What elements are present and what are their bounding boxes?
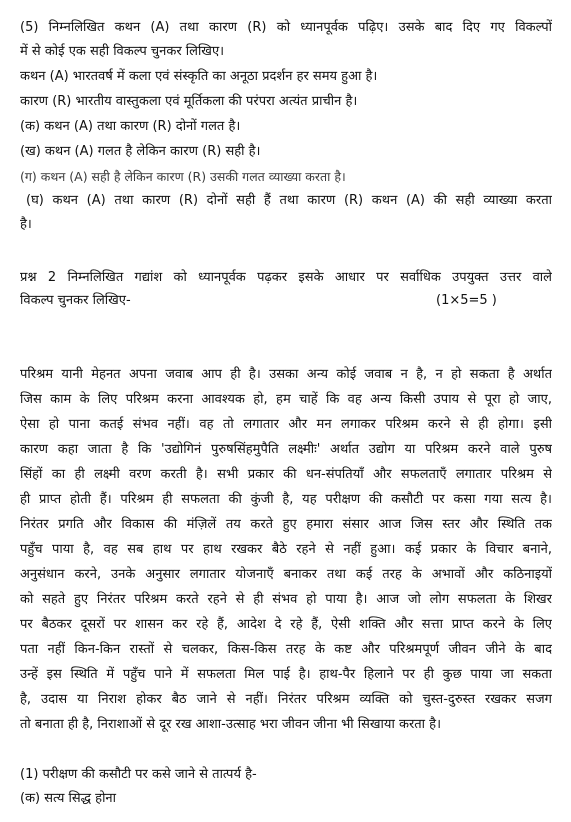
q2-heading-line-1: प्रश्न 2 निम्नलिखित गद्यांश को ध्यानपूर्वक पढ़कर इसके आधार पर सर्वाधिक उपयुक्त उत्तर वाले: [20, 270, 552, 285]
q5-option-c: (ग) कथन (A) सही है लेकिन कारण (R) उसकी गलत व्याख्या करता है।: [20, 169, 346, 184]
passage-line: कारण कहा जाता है कि 'उद्योगिनं पुरुषसिंहमुपैति लक्ष्मीः' अर्थात उद्योग या परिश्रम करने वाले पुरुष: [20, 442, 552, 457]
passage-line: सिंहों का ही लक्ष्मी वरण करती है। सभी प्रकार की धन-संपतियाँ और सफलताएँ लगातार परिश्रम से: [20, 467, 552, 482]
q5-intro-line-1: (5) निम्नलिखित कथन (A) तथा कारण (R) को ध्यानपूर्वक पढ़िए। उसके बाद दिए गए विकल्पों: [20, 20, 552, 35]
passage-line: तो बनाता ही है, निराशाओं से दूर रख आशा-उत्साह भरा जीवन जीना भी सिखाया करता है।: [20, 717, 442, 732]
passage-line: ऐसा हो पाना कतई संभव नहीं। वह तो लगातार और मन लगाकर परिश्रम करने से ही होगा। इसी: [20, 417, 552, 432]
q5-option-d-line-1: (घ) कथन (A) तथा कारण (R) दोनों सही हैं तथा कारण (R) कथन (A) की सही व्याख्या करता: [26, 193, 552, 208]
q5-reason: कारण (R) भारतीय वास्तुकला एवं मूर्तिकला की परंपरा अत्यंत प्राचीन है।: [20, 94, 358, 109]
sub-question-1: (1) परीक्षण की कसौटी पर कसे जाने से तात्पर्य है-: [20, 767, 257, 782]
sub-question-1-option-a: (क) सत्य सिद्ध होना: [20, 791, 117, 806]
q5-assertion: कथन (A) भारतवर्ष में कला एवं संस्कृति का अनूठा प्रदर्शन हर समय हुआ है।: [20, 69, 378, 84]
q5-option-a: (क) कथन (A) तथा कारण (R) दोनों गलत है।: [20, 119, 241, 134]
passage-line: निरंतर प्रगति और विकास की मंज़िलें तय करते हुए हमारा संसार आज जिस स्तर और स्थिति तक: [20, 517, 552, 532]
passage-line: ही प्राप्त होती हैं। परिश्रम ही सफलता की कुंजी है, यह परीक्षण की कसौटी पर कसा गया सत्य है।: [20, 492, 552, 507]
passage-line: पर बैठकर दूसरों पर शासन कर रहे हैं, आदेश दे रहे हैं, ऐसी शक्ति और सत्ता प्राप्त करने के लिए: [20, 617, 552, 632]
passage-line: अनुसंधान करने, उनके अनुसार लगातार योजनाएँ बनाकर तथा कई तरह के अभावों और कठिनाइयों: [20, 567, 552, 582]
passage-line: को सहते हुए निरंतर परिश्रम करते रहने से ही संभव हो पाया है। आज जो लोग सफलता के शिखर: [20, 592, 552, 607]
passage-line: पता नहीं किन-किन रास्तों से चलकर, किस-किस तरह के कष्ट और परिश्रमपूर्ण जीवन जीने के बाद: [20, 642, 552, 657]
q2-marks: (1×5=5 ): [436, 293, 497, 308]
q5-intro-line-2: में से कोई एक सही विकल्प चुनकर लिखिए।: [20, 44, 225, 59]
q2-heading-line-2: विकल्प चुनकर लिखिए-: [20, 293, 131, 308]
passage-line: पहुँच पाया है, वह सब हाथ पर हाथ रखकर बैठे रहने से नहीं हुआ। कई प्रकार के विचार बनाने,: [20, 542, 552, 557]
passage-line: उन्हें इस स्थिति में पहुँच पाने में सफलता मिल पाई है। हाथ-पैर हिलाने पर ही कुछ पाया जा सकता: [20, 667, 552, 682]
passage-line: परिश्रम यानी मेहनत अपना जवाब आप ही है। उसका अन्य कोई जवाब न है, न हो सकता है अर्थात: [20, 367, 552, 382]
q5-option-b: (ख) कथन (A) गलत है लेकिन कारण (R) सही है।: [20, 144, 261, 159]
q5-option-d-line-2: है।: [20, 217, 32, 232]
passage-line: है, उदास या निराश होकर बैठ जाने से नहीं। निरंतर परिश्रम व्यक्ति को चुस्त-दुरुस्त रखकर सजग: [20, 692, 552, 707]
passage-line: जिस काम के लिए परिश्रम करना आवश्यक हो, हम चाहें कि वह अन्य किसी उपाय से पूरा हो जाए,: [20, 392, 552, 407]
